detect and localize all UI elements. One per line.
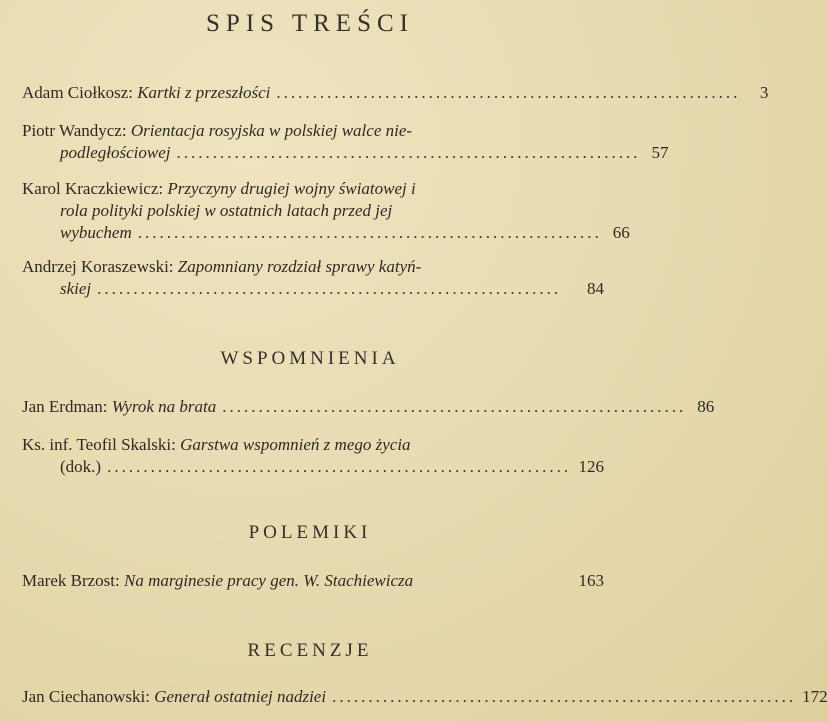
entry-page-number: 66 (612, 223, 630, 242)
leader-dots: ................................................................ (276, 83, 741, 102)
entry-title: Kartki z przeszłości (137, 83, 271, 102)
entry-page-number: 3 (759, 83, 769, 102)
entry-author: Andrzej Koraszewski: (22, 257, 178, 276)
entry-page-number: 126 (578, 457, 604, 476)
entry-page-number: 57 (651, 143, 669, 162)
entry-page-number: 172 (802, 687, 828, 706)
leader-dots: ................................................................ (97, 279, 562, 298)
entry-title: Wyrok na brata (111, 397, 217, 416)
leader-dots: ................................................................ (107, 457, 572, 476)
toc-entry (22, 178, 630, 244)
entry-author: Marek Brzost: (22, 571, 124, 590)
entry-author: Karol Kraczkiewicz: (22, 179, 168, 198)
entry-title-continued: wybuchem (60, 223, 132, 242)
toc-entry (22, 82, 769, 104)
leader-dots: ................................................................ (332, 687, 797, 706)
entry-author: Adam Ciołkosz: (22, 83, 138, 102)
toc-entry (22, 396, 715, 418)
entry-title: Garstwa wspomnień z mego życia (180, 435, 411, 454)
entry-author: Jan Erdman: (22, 397, 112, 416)
section-heading-reviews: RECENZJE (247, 640, 373, 661)
toc-entry (22, 686, 828, 708)
entry-title-continued: podległościowej (60, 143, 171, 162)
toc-entry (22, 570, 604, 592)
entry-page-number: 84 (587, 279, 604, 298)
entry-page-number: 86 (697, 397, 715, 416)
entry-title: Na marginesie pracy gen. W. Stachiewicza (123, 571, 414, 590)
toc-entry (22, 120, 669, 164)
entry-title-continued: skiej (60, 279, 92, 298)
entry-title: Generał ostatniej nadziei (154, 687, 327, 706)
entry-author: Jan Ciechanowski: (22, 687, 155, 706)
leader-dots: ................................................................ (176, 143, 641, 162)
leader-dots: ................................................................ (137, 223, 602, 242)
section-heading-memoirs: WSPOMNIENIA (220, 348, 400, 369)
entry-author: Piotr Wandycz: (22, 121, 131, 140)
section-heading-polemics: POLEMIKI (248, 522, 372, 543)
entry-page-number: 163 (578, 571, 604, 590)
toc-entry (22, 256, 604, 300)
entry-title: Przyczyny drugiej wojny światowej i (167, 179, 416, 198)
entry-title-continued: rola polityki polskiej w ostatnich latach przed jej (60, 201, 393, 220)
leader-dots: ................................................................ (222, 397, 687, 416)
section-heading-contents: SPIS TREŚCI (206, 10, 414, 37)
entry-author: Ks. inf. Teofil Skalski: (22, 435, 181, 454)
entry-title: Zapomniany rozdział sprawy katyń- (177, 257, 422, 276)
entry-title: Orientacja rosyjska w polskiej walce nie- (130, 121, 413, 140)
toc-entry (22, 434, 604, 478)
entry-title-continued: (dok.) (60, 457, 102, 476)
